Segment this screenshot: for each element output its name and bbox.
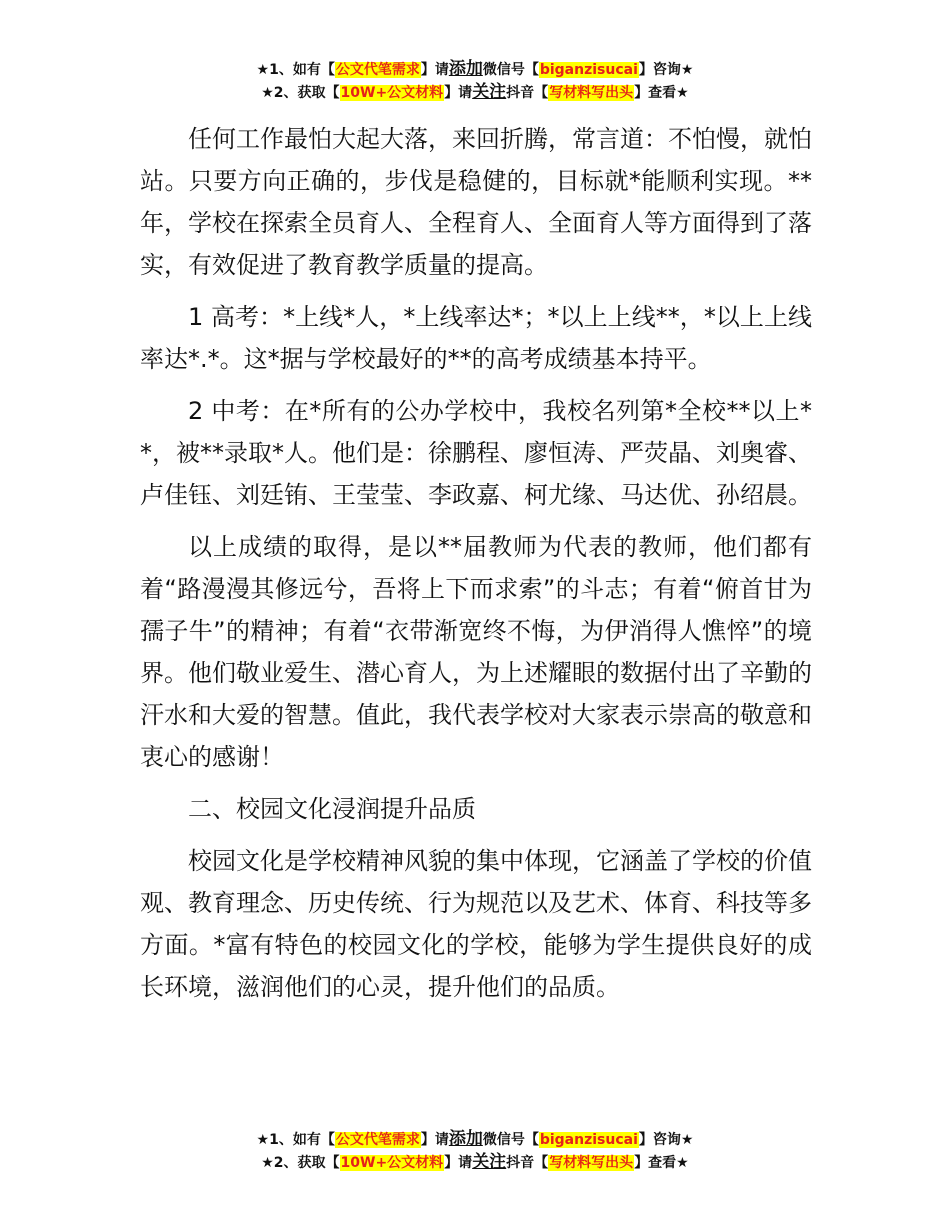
emphasis-text: 添加 — [448, 1129, 483, 1149]
emphasis-text: 关注 — [472, 82, 507, 102]
highlight-service: 公文代笔需求 — [335, 1132, 420, 1148]
banner-text: 】请 — [420, 1132, 449, 1148]
section-heading: 二、校园文化浸润提升品质 — [188, 795, 476, 823]
header-banner — [0, 58, 950, 104]
highlight-douyin-id: 写材料写出头 — [549, 1155, 634, 1171]
highlight-wechat-id: biganzisucai — [539, 1132, 638, 1148]
banner-text: ★1、如有【 — [256, 1132, 335, 1148]
highlight-service: 公文代笔需求 — [335, 62, 420, 78]
banner-text: 抖音【 — [506, 1155, 549, 1171]
banner-text: 】请 — [420, 62, 449, 78]
banner-text: 】咨询★ — [638, 1132, 694, 1148]
emphasis-text: 关注 — [472, 1152, 507, 1172]
banner-text: 】查看★ — [634, 85, 689, 101]
banner-text: 】请 — [444, 1155, 473, 1171]
banner-line-2 — [0, 1151, 950, 1174]
highlight-wechat-id: biganzisucai — [539, 62, 638, 78]
banner-text: 微信号【 — [482, 62, 539, 78]
paragraph-zhongkao: 2 中考：在*所有的公办学校中，我校名列第*全校**以上**，被**录取*人。他们是：徐鹏程、廖恒涛、严荧晶、刘奥睿、卢佳钰、刘廷铕、王莹莹、李政嘉、柯尤缘、马达优、孙绍晨。 — [140, 397, 812, 509]
paragraph-teachers: 以上成绩的取得，是以**届教师为代表的教师，他们都有着“路漫漫其修远兮，吾将上下而求索”的斗志；有着“俯首甘为孺子牛”的精神；有着“衣带渐宽终不悔，为伊消得人憔悴”的境界。他们敬业爱生、潜心育人，为上述耀眼的数据付出了辛勤的汗水和大爱的智慧。值此，我代表学校对大家表示崇高的敬意和衷心的感谢！ — [140, 533, 812, 771]
emphasis-text: 添加 — [448, 59, 483, 79]
highlight-materials: 10W+公文材料 — [340, 1155, 444, 1171]
banner-text: ★2、获取【 — [261, 85, 340, 101]
banner-line-2 — [0, 81, 950, 104]
paragraph-campus-culture: 校园文化是学校精神风貌的集中体现，它涵盖了学校的价值观、教育理念、历史传统、行为规范以及艺术、体育、科技等多方面。*富有特色的校园文化的学校，能够为学生提供良好的成长环境，滋润他们的心灵，提升他们的品质。 — [140, 847, 812, 1001]
banner-line-1 — [0, 1128, 950, 1151]
footer-banner — [0, 1128, 950, 1174]
banner-text: 微信号【 — [482, 1132, 539, 1148]
highlight-materials: 10W+公文材料 — [340, 85, 444, 101]
banner-text: 抖音【 — [506, 85, 549, 101]
banner-line-1 — [0, 58, 950, 81]
highlight-douyin-id: 写材料写出头 — [549, 85, 634, 101]
banner-text: ★2、获取【 — [261, 1155, 340, 1171]
banner-text: 】查看★ — [634, 1155, 689, 1171]
banner-text: ★1、如有【 — [256, 62, 335, 78]
banner-text: 】请 — [444, 85, 473, 101]
paragraph-gaokao: 1 高考：*上线*人，*上线率达*；*以上上线**，*以上上线率达*.*。这*据与学校最好的**的高考成绩基本持平。 — [140, 303, 812, 373]
paragraph-intro: 任何工作最怕大起大落，来回折腾，常言道：不怕慢，就怕站。只要方向正确的，步伐是稳健的，目标就*能顺利实现。**年，学校在探索全员育人、全程育人、全面育人等方面得到了落实，有效促进了教育教学质量的提高。 — [140, 125, 812, 279]
document-body — [140, 118, 812, 1018]
banner-text: 】咨询★ — [638, 62, 694, 78]
